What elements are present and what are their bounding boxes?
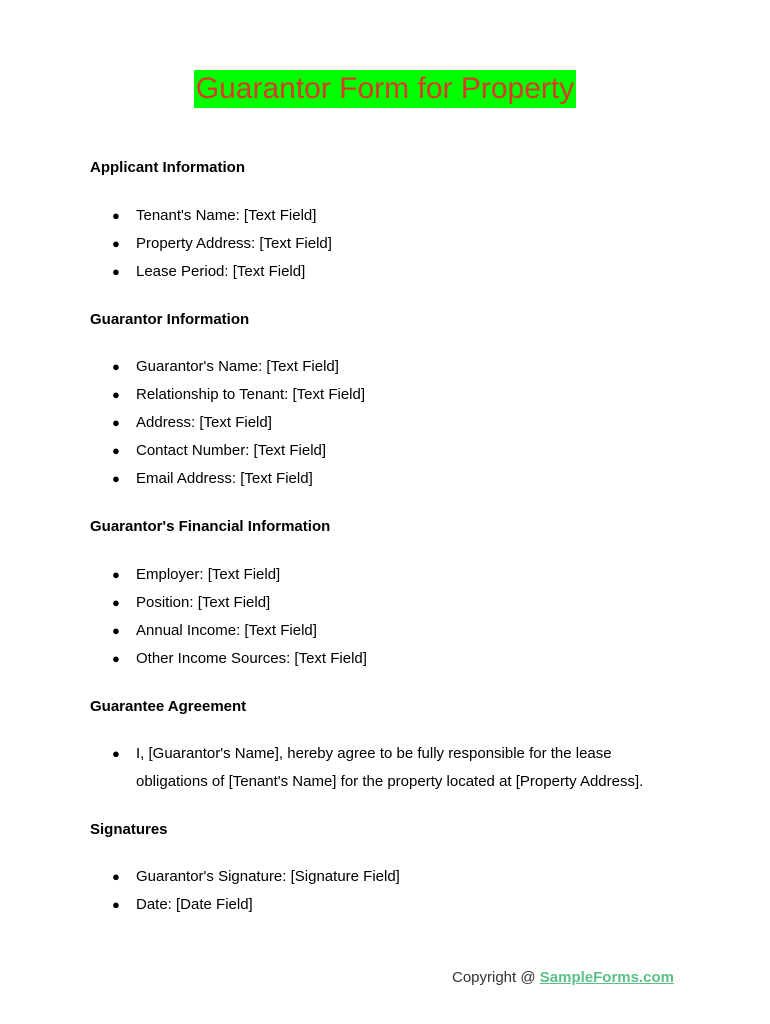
list-item: ● Other Income Sources: [Text Field] bbox=[0, 645, 770, 673]
list-item: ● Date: [Date Field] bbox=[0, 891, 770, 919]
bullet-icon: ● bbox=[112, 651, 120, 666]
bullet-icon: ● bbox=[112, 567, 120, 582]
list-item: ● Address: [Text Field] bbox=[0, 409, 770, 437]
section-heading-agreement: Guarantee Agreement bbox=[90, 698, 247, 715]
list-item: ● Guarantor's Name: [Text Field] bbox=[0, 353, 770, 381]
bullet-icon: ● bbox=[112, 415, 120, 430]
list-item: ● Relationship to Tenant: [Text Field] bbox=[0, 381, 770, 409]
brand-link[interactable]: SampleForms.com bbox=[539, 969, 674, 986]
bullet-icon: ● bbox=[112, 359, 120, 374]
agreement-list bbox=[0, 740, 770, 796]
list-item: ● Lease Period: [Text Field] bbox=[0, 258, 770, 286]
page-title: Guarantor Form for Property bbox=[194, 70, 576, 108]
list-item: ● Employer: [Text Field] bbox=[0, 561, 770, 589]
financial-list bbox=[0, 561, 770, 673]
list-item: ● Position: [Text Field] bbox=[0, 589, 770, 617]
bullet-icon: ● bbox=[112, 471, 120, 486]
list-item: ● Contact Number: [Text Field] bbox=[0, 437, 770, 465]
section-heading-guarantor: Guarantor Information bbox=[90, 311, 250, 328]
bullet-icon: ● bbox=[112, 869, 120, 884]
section-heading-applicant: Applicant Information bbox=[90, 159, 245, 176]
bullet-icon: ● bbox=[112, 236, 120, 251]
list-item: ● Property Address: [Text Field] bbox=[0, 230, 770, 258]
copyright-footer bbox=[452, 968, 674, 988]
guarantor-list bbox=[0, 353, 770, 493]
signatures-list bbox=[0, 863, 770, 919]
bullet-icon: ● bbox=[112, 746, 120, 761]
bullet-icon: ● bbox=[112, 387, 120, 402]
bullet-icon: ● bbox=[112, 443, 120, 458]
bullet-icon: ● bbox=[112, 623, 120, 638]
section-heading-signatures: Signatures bbox=[90, 821, 168, 838]
section-heading-financial: Guarantor's Financial Information bbox=[90, 518, 331, 535]
list-item: ● Tenant's Name: [Text Field] bbox=[0, 202, 770, 230]
bullet-icon: ● bbox=[112, 595, 120, 610]
bullet-icon: ● bbox=[112, 208, 120, 223]
list-item: ● I, [Guarantor's Name], hereby agree to be fully responsible for the lease obligations of [Tenant's Name] for the property located at [Property Address]. bbox=[0, 740, 770, 796]
copyright-text: Copyright @ bbox=[452, 969, 540, 986]
applicant-list bbox=[0, 202, 770, 286]
list-item: ● Email Address: [Text Field] bbox=[0, 465, 770, 493]
bullet-icon: ● bbox=[112, 897, 120, 912]
list-item: ● Annual Income: [Text Field] bbox=[0, 617, 770, 645]
list-item: ● Guarantor's Signature: [Signature Field] bbox=[0, 863, 770, 891]
bullet-icon: ● bbox=[112, 264, 120, 279]
